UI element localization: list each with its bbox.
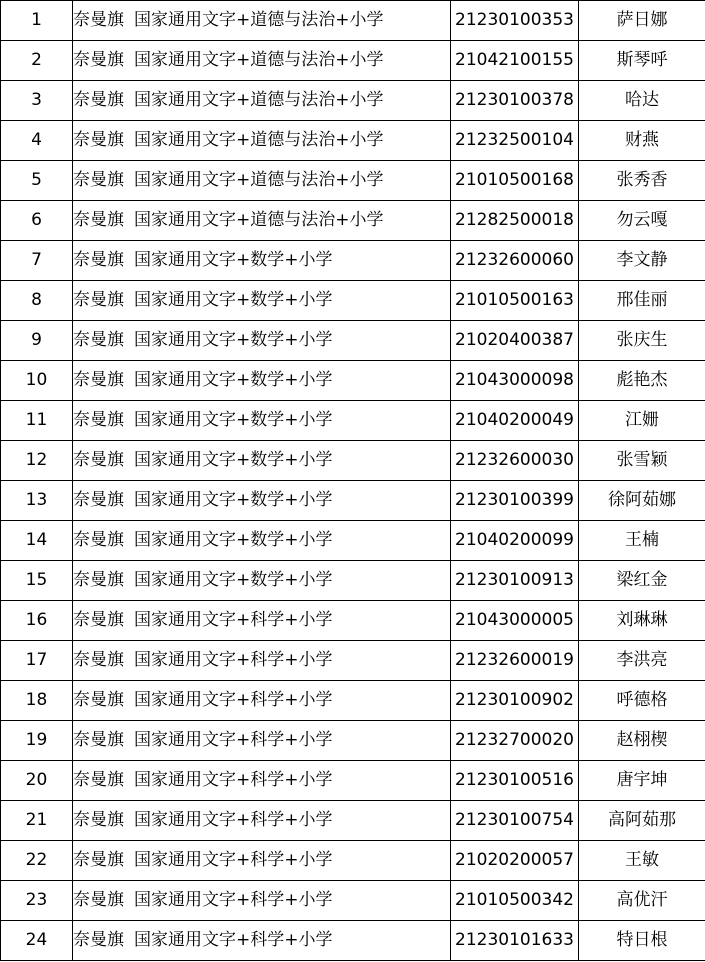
row-index: 19 bbox=[1, 721, 73, 761]
exam-id-cell: 21230100378 bbox=[451, 81, 579, 121]
exam-id-cell: 21043000098 bbox=[451, 361, 579, 401]
exam-id-cell: 21230100399 bbox=[451, 481, 579, 521]
row-index: 10 bbox=[1, 361, 73, 401]
row-index: 23 bbox=[1, 881, 73, 921]
position-cell bbox=[73, 641, 451, 681]
exam-id-cell: 21230101633 bbox=[451, 921, 579, 961]
candidate-name-cell: 李洪亮 bbox=[579, 641, 705, 681]
position-cell bbox=[73, 281, 451, 321]
county-text: 奈曼旗 bbox=[73, 690, 124, 710]
row-index: 5 bbox=[1, 161, 73, 201]
table-row bbox=[1, 401, 705, 441]
candidate-name-cell: 彪艳杰 bbox=[579, 361, 705, 401]
candidate-name-cell: 哈达 bbox=[579, 81, 705, 121]
subject-text: 国家通用文字+数学+小学 bbox=[134, 530, 333, 550]
position-cell bbox=[73, 841, 451, 881]
table-row bbox=[1, 521, 705, 561]
table-row bbox=[1, 641, 705, 681]
candidate-name-cell: 萨日娜 bbox=[579, 1, 705, 41]
subject-text: 国家通用文字+道德与法治+小学 bbox=[134, 130, 384, 150]
exam-id-cell: 21042100155 bbox=[451, 41, 579, 81]
position-cell bbox=[73, 601, 451, 641]
candidate-name-cell: 赵栩楔 bbox=[579, 721, 705, 761]
exam-id-cell: 21020400387 bbox=[451, 321, 579, 361]
row-index: 3 bbox=[1, 81, 73, 121]
exam-id-cell: 21040200049 bbox=[451, 401, 579, 441]
candidate-name-cell: 呼德格 bbox=[579, 681, 705, 721]
position-cell bbox=[73, 161, 451, 201]
subject-text: 国家通用文字+道德与法治+小学 bbox=[134, 50, 384, 70]
county-text: 奈曼旗 bbox=[73, 410, 124, 430]
table-row bbox=[1, 721, 705, 761]
position-cell bbox=[73, 401, 451, 441]
position-cell bbox=[73, 81, 451, 121]
table-row bbox=[1, 201, 705, 241]
county-text: 奈曼旗 bbox=[73, 10, 124, 30]
row-index: 14 bbox=[1, 521, 73, 561]
table-row bbox=[1, 881, 705, 921]
subject-text: 国家通用文字+科学+小学 bbox=[134, 890, 333, 910]
position-cell bbox=[73, 321, 451, 361]
exam-id-cell: 21232600030 bbox=[451, 441, 579, 481]
table-row bbox=[1, 801, 705, 841]
county-text: 奈曼旗 bbox=[73, 290, 124, 310]
county-text: 奈曼旗 bbox=[73, 810, 124, 830]
subject-text: 国家通用文字+数学+小学 bbox=[134, 450, 333, 470]
subject-text: 国家通用文字+道德与法治+小学 bbox=[134, 10, 384, 30]
table-row bbox=[1, 81, 705, 121]
position-cell bbox=[73, 481, 451, 521]
table-row bbox=[1, 601, 705, 641]
county-text: 奈曼旗 bbox=[73, 770, 124, 790]
county-text: 奈曼旗 bbox=[73, 170, 124, 190]
position-cell bbox=[73, 41, 451, 81]
exam-id-cell: 21043000005 bbox=[451, 601, 579, 641]
row-index: 11 bbox=[1, 401, 73, 441]
subject-text: 国家通用文字+科学+小学 bbox=[134, 690, 333, 710]
subject-text: 国家通用文字+数学+小学 bbox=[134, 570, 333, 590]
county-text: 奈曼旗 bbox=[73, 130, 124, 150]
candidate-name-cell: 财燕 bbox=[579, 121, 705, 161]
candidate-name-cell: 刘琳琳 bbox=[579, 601, 705, 641]
table-row bbox=[1, 481, 705, 521]
table-row bbox=[1, 681, 705, 721]
position-cell bbox=[73, 881, 451, 921]
county-text: 奈曼旗 bbox=[73, 650, 124, 670]
subject-text: 国家通用文字+数学+小学 bbox=[134, 490, 333, 510]
county-text: 奈曼旗 bbox=[73, 930, 124, 950]
subject-text: 国家通用文字+数学+小学 bbox=[134, 330, 333, 350]
subject-text: 国家通用文字+数学+小学 bbox=[134, 250, 333, 270]
position-cell bbox=[73, 921, 451, 961]
table-row bbox=[1, 121, 705, 161]
candidate-name-cell: 张庆生 bbox=[579, 321, 705, 361]
subject-text: 国家通用文字+科学+小学 bbox=[134, 930, 333, 950]
exam-id-cell: 21232500104 bbox=[451, 121, 579, 161]
exam-id-cell: 21010500342 bbox=[451, 881, 579, 921]
candidate-name-cell: 张雪颖 bbox=[579, 441, 705, 481]
row-index: 9 bbox=[1, 321, 73, 361]
table-row bbox=[1, 921, 705, 961]
subject-text: 国家通用文字+科学+小学 bbox=[134, 850, 333, 870]
subject-text: 国家通用文字+道德与法治+小学 bbox=[134, 170, 384, 190]
position-cell bbox=[73, 521, 451, 561]
row-index: 4 bbox=[1, 121, 73, 161]
candidate-name-cell: 特日根 bbox=[579, 921, 705, 961]
exam-id-cell: 21232600019 bbox=[451, 641, 579, 681]
subject-text: 国家通用文字+道德与法治+小学 bbox=[134, 210, 384, 230]
candidate-name-cell: 高阿茹那 bbox=[579, 801, 705, 841]
county-text: 奈曼旗 bbox=[73, 850, 124, 870]
candidate-name-cell: 江姗 bbox=[579, 401, 705, 441]
position-cell bbox=[73, 241, 451, 281]
subject-text: 国家通用文字+科学+小学 bbox=[134, 610, 333, 630]
position-cell bbox=[73, 721, 451, 761]
exam-id-cell: 21230100754 bbox=[451, 801, 579, 841]
candidate-name-cell: 邢佳丽 bbox=[579, 281, 705, 321]
row-index: 7 bbox=[1, 241, 73, 281]
exam-id-cell: 21010500163 bbox=[451, 281, 579, 321]
subject-text: 国家通用文字+数学+小学 bbox=[134, 370, 333, 390]
candidate-name-cell: 张秀香 bbox=[579, 161, 705, 201]
exam-id-cell: 21010500168 bbox=[451, 161, 579, 201]
county-text: 奈曼旗 bbox=[73, 490, 124, 510]
exam-id-cell: 21232700020 bbox=[451, 721, 579, 761]
row-index: 6 bbox=[1, 201, 73, 241]
row-index: 24 bbox=[1, 921, 73, 961]
row-index: 21 bbox=[1, 801, 73, 841]
county-text: 奈曼旗 bbox=[73, 210, 124, 230]
table-row bbox=[1, 761, 705, 801]
table-row bbox=[1, 361, 705, 401]
candidate-name-cell: 斯琴呼 bbox=[579, 41, 705, 81]
subject-text: 国家通用文字+科学+小学 bbox=[134, 770, 333, 790]
candidate-name-cell: 梁红金 bbox=[579, 561, 705, 601]
table-row bbox=[1, 41, 705, 81]
exam-id-cell: 21230100902 bbox=[451, 681, 579, 721]
row-index: 22 bbox=[1, 841, 73, 881]
candidate-name-cell: 勿云嘎 bbox=[579, 201, 705, 241]
exam-id-cell: 21230100353 bbox=[451, 1, 579, 41]
row-index: 18 bbox=[1, 681, 73, 721]
subject-text: 国家通用文字+科学+小学 bbox=[134, 650, 333, 670]
candidate-name-cell: 王敏 bbox=[579, 841, 705, 881]
position-cell bbox=[73, 561, 451, 601]
position-cell bbox=[73, 801, 451, 841]
candidate-name-cell: 王楠 bbox=[579, 521, 705, 561]
county-text: 奈曼旗 bbox=[73, 370, 124, 390]
position-cell bbox=[73, 761, 451, 801]
county-text: 奈曼旗 bbox=[73, 50, 124, 70]
candidate-name-cell: 徐阿茹娜 bbox=[579, 481, 705, 521]
candidate-name-cell: 高优汗 bbox=[579, 881, 705, 921]
county-text: 奈曼旗 bbox=[73, 610, 124, 630]
table-row bbox=[1, 241, 705, 281]
county-text: 奈曼旗 bbox=[73, 90, 124, 110]
county-text: 奈曼旗 bbox=[73, 530, 124, 550]
exam-id-cell: 21230100913 bbox=[451, 561, 579, 601]
exam-id-cell: 21040200099 bbox=[451, 521, 579, 561]
position-cell bbox=[73, 1, 451, 41]
county-text: 奈曼旗 bbox=[73, 570, 124, 590]
row-index: 16 bbox=[1, 601, 73, 641]
exam-id-cell: 21020200057 bbox=[451, 841, 579, 881]
table-row bbox=[1, 1, 705, 41]
county-text: 奈曼旗 bbox=[73, 330, 124, 350]
row-index: 13 bbox=[1, 481, 73, 521]
table-row bbox=[1, 841, 705, 881]
position-cell bbox=[73, 361, 451, 401]
row-index: 8 bbox=[1, 281, 73, 321]
table-row bbox=[1, 441, 705, 481]
row-index: 15 bbox=[1, 561, 73, 601]
exam-id-cell: 21232600060 bbox=[451, 241, 579, 281]
subject-text: 国家通用文字+道德与法治+小学 bbox=[134, 90, 384, 110]
county-text: 奈曼旗 bbox=[73, 450, 124, 470]
row-index: 17 bbox=[1, 641, 73, 681]
table-row bbox=[1, 321, 705, 361]
position-cell bbox=[73, 681, 451, 721]
exam-id-cell: 21230100516 bbox=[451, 761, 579, 801]
county-text: 奈曼旗 bbox=[73, 890, 124, 910]
exam-id-cell: 21282500018 bbox=[451, 201, 579, 241]
position-cell bbox=[73, 201, 451, 241]
position-cell bbox=[73, 121, 451, 161]
table-row bbox=[1, 161, 705, 201]
subject-text: 国家通用文字+科学+小学 bbox=[134, 810, 333, 830]
position-cell bbox=[73, 441, 451, 481]
row-index: 20 bbox=[1, 761, 73, 801]
table-row bbox=[1, 561, 705, 601]
subject-text: 国家通用文字+科学+小学 bbox=[134, 730, 333, 750]
county-text: 奈曼旗 bbox=[73, 730, 124, 750]
table-row bbox=[1, 281, 705, 321]
row-index: 2 bbox=[1, 41, 73, 81]
subject-text: 国家通用文字+数学+小学 bbox=[134, 410, 333, 430]
candidate-name-cell: 唐宇坤 bbox=[579, 761, 705, 801]
county-text: 奈曼旗 bbox=[73, 250, 124, 270]
subject-text: 国家通用文字+数学+小学 bbox=[134, 290, 333, 310]
row-index: 12 bbox=[1, 441, 73, 481]
roster-table-body bbox=[1, 1, 705, 961]
row-index: 1 bbox=[1, 1, 73, 41]
candidate-name-cell: 李文静 bbox=[579, 241, 705, 281]
